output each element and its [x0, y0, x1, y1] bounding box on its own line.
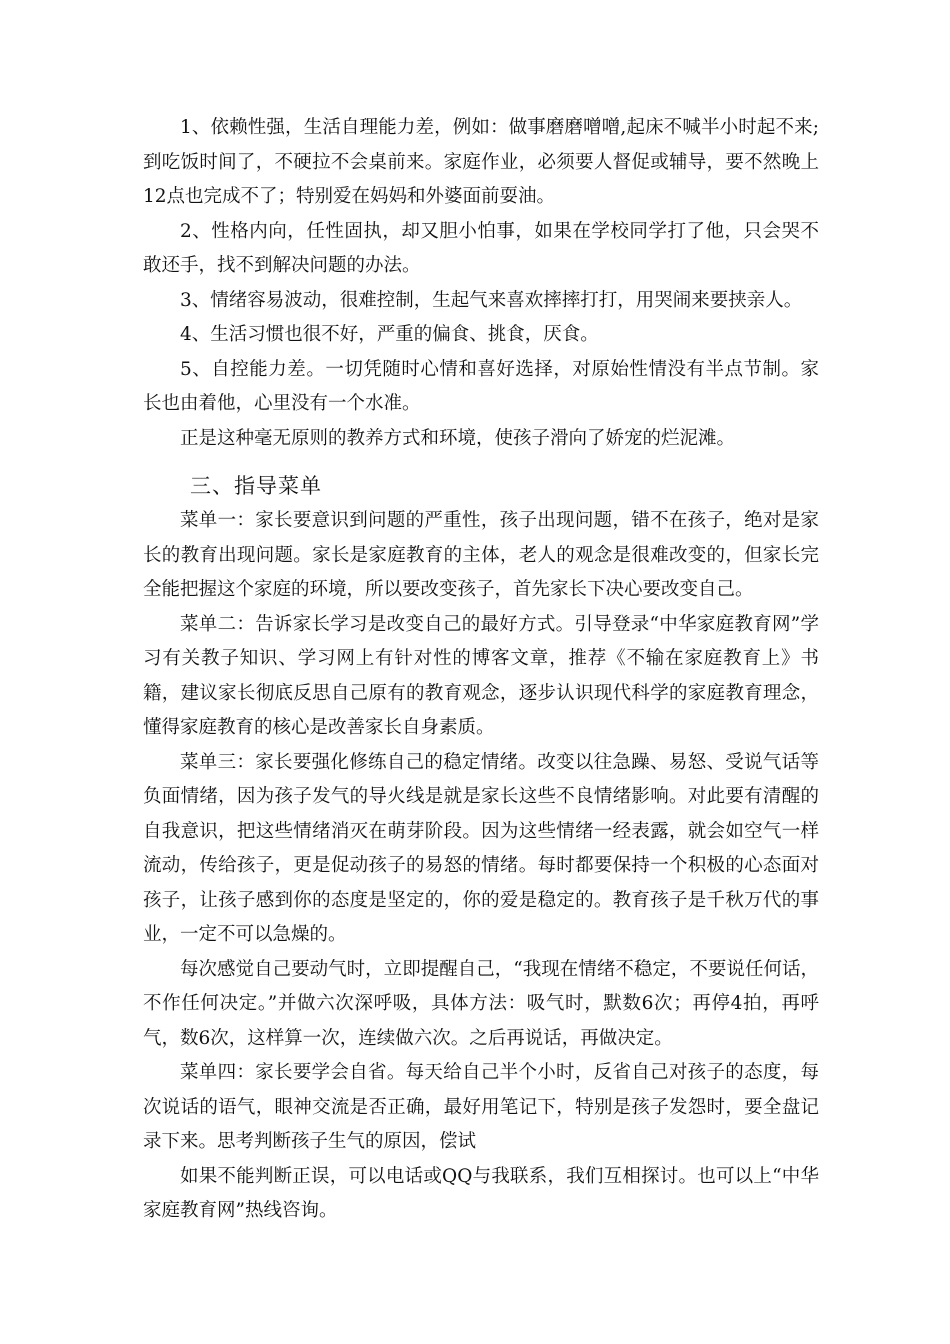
paragraph-summary: 正是这种毫无原则的教养方式和环境，使孩子滑向了娇宠的烂泥滩。 — [180, 427, 736, 449]
paragraph-menu-4: 菜单四：家长要学会自省。每天给自己半个小时，反省自己对孩子的态度，每次说话的语气，眼神交流是否正确，最好用笔记下，特别是孩子发怨时，要全盘记录下来。思考判断孩子生气的原因，偿试 — [143, 1062, 819, 1152]
paragraph-problem-2: 2、性格内向，任性固执，却又胆小怕事，如果在学校同学打了他，只会哭不敢还手，找不到解决问题的办法。 — [143, 220, 819, 276]
paragraph-problem-4: 4、生活习惯也很不好，严重的偏食、挑食，厌食。 — [180, 324, 599, 345]
paragraph-problem-3: 3、情绪容易波动，很难控制，生起气来喜欢摔摔打打，用哭闹来要挟亲人。 — [180, 289, 803, 311]
paragraph-problem-1: 1、依赖性强，生活自理能力差，例如：做事磨磨噌噌,起床不喊半小时起不来;到吃饭时间了，不硬拉不会桌前来。家庭作业，必须要人督促或辅导，要不然晚上12点也完成不了；特别爱在妈妈和外婆面前耍油。 — [143, 117, 819, 207]
paragraph-menu-3: 菜单三：家长要强化修练自己的稳定情绪。改变以往急躁、易怒、受说气话等负面情绪，因为孩子发气的导火线是就是家长这些不良情绪影响。对此要有清醒的自我意识，把这些情绪消灭在萌芽阶段。因为这些情绪一经表露，就会如空气一样流动，传给孩子，更是促动孩子的易怒的情绪。每时都要保持一个积极的心态面对孩子，让孩子感到你的态度是坚定的，你的爱是稳定的。教育孩子是千秋万代的事业，一定不可以急燥的。 — [143, 751, 819, 945]
paragraph-menu-2: 菜单二：告诉家长学习是改变自己的最好方式。引导登录“中华家庭教育网”学习有关教子知识、学习网上有针对性的博客文章，推荐《不输在家庭教育上》书籍，建议家长彻底反思自己原有的教育观念，逐步认识现代科学的家庭教育理念，懂得家庭教育的核心是改善家长自身素质。 — [143, 613, 819, 738]
section-heading: 三、指导菜单 — [190, 474, 322, 498]
paragraph-problem-5: 5、自控能力差。一切凭随时心情和喜好选择，对原始性情没有半点节制。家长也由着他，心里没有一个水准。 — [143, 358, 819, 414]
paragraph-contact: 如果不能判断正误，可以电话或QQ与我联系，我们互相探讨。也可以上“中华家庭教育网”热线咨询。 — [143, 1165, 819, 1221]
paragraph-menu-1: 菜单一：家长要意识到问题的严重性，孩子出现问题，错不在孩子，绝对是家长的教育出现问题。家长是家庭教育的主体，老人的观念是很难改变的，但家长完全能把握这个家庭的环境，所以要改变孩子，首先家长下决心要改变自己。 — [143, 510, 819, 600]
document-body — [143, 111, 819, 1229]
paragraph-breathing: 每次感觉自己要动气时，立即提醒自己，“我现在情绪不稳定，不要说任何话，不作任何决定。”并做六次深呼吸，具体方法：吸气时，默数6次；再停4拍，再呼气，数6次，这样算一次，连续做六次。之后再说话，再做决定。 — [143, 958, 819, 1049]
